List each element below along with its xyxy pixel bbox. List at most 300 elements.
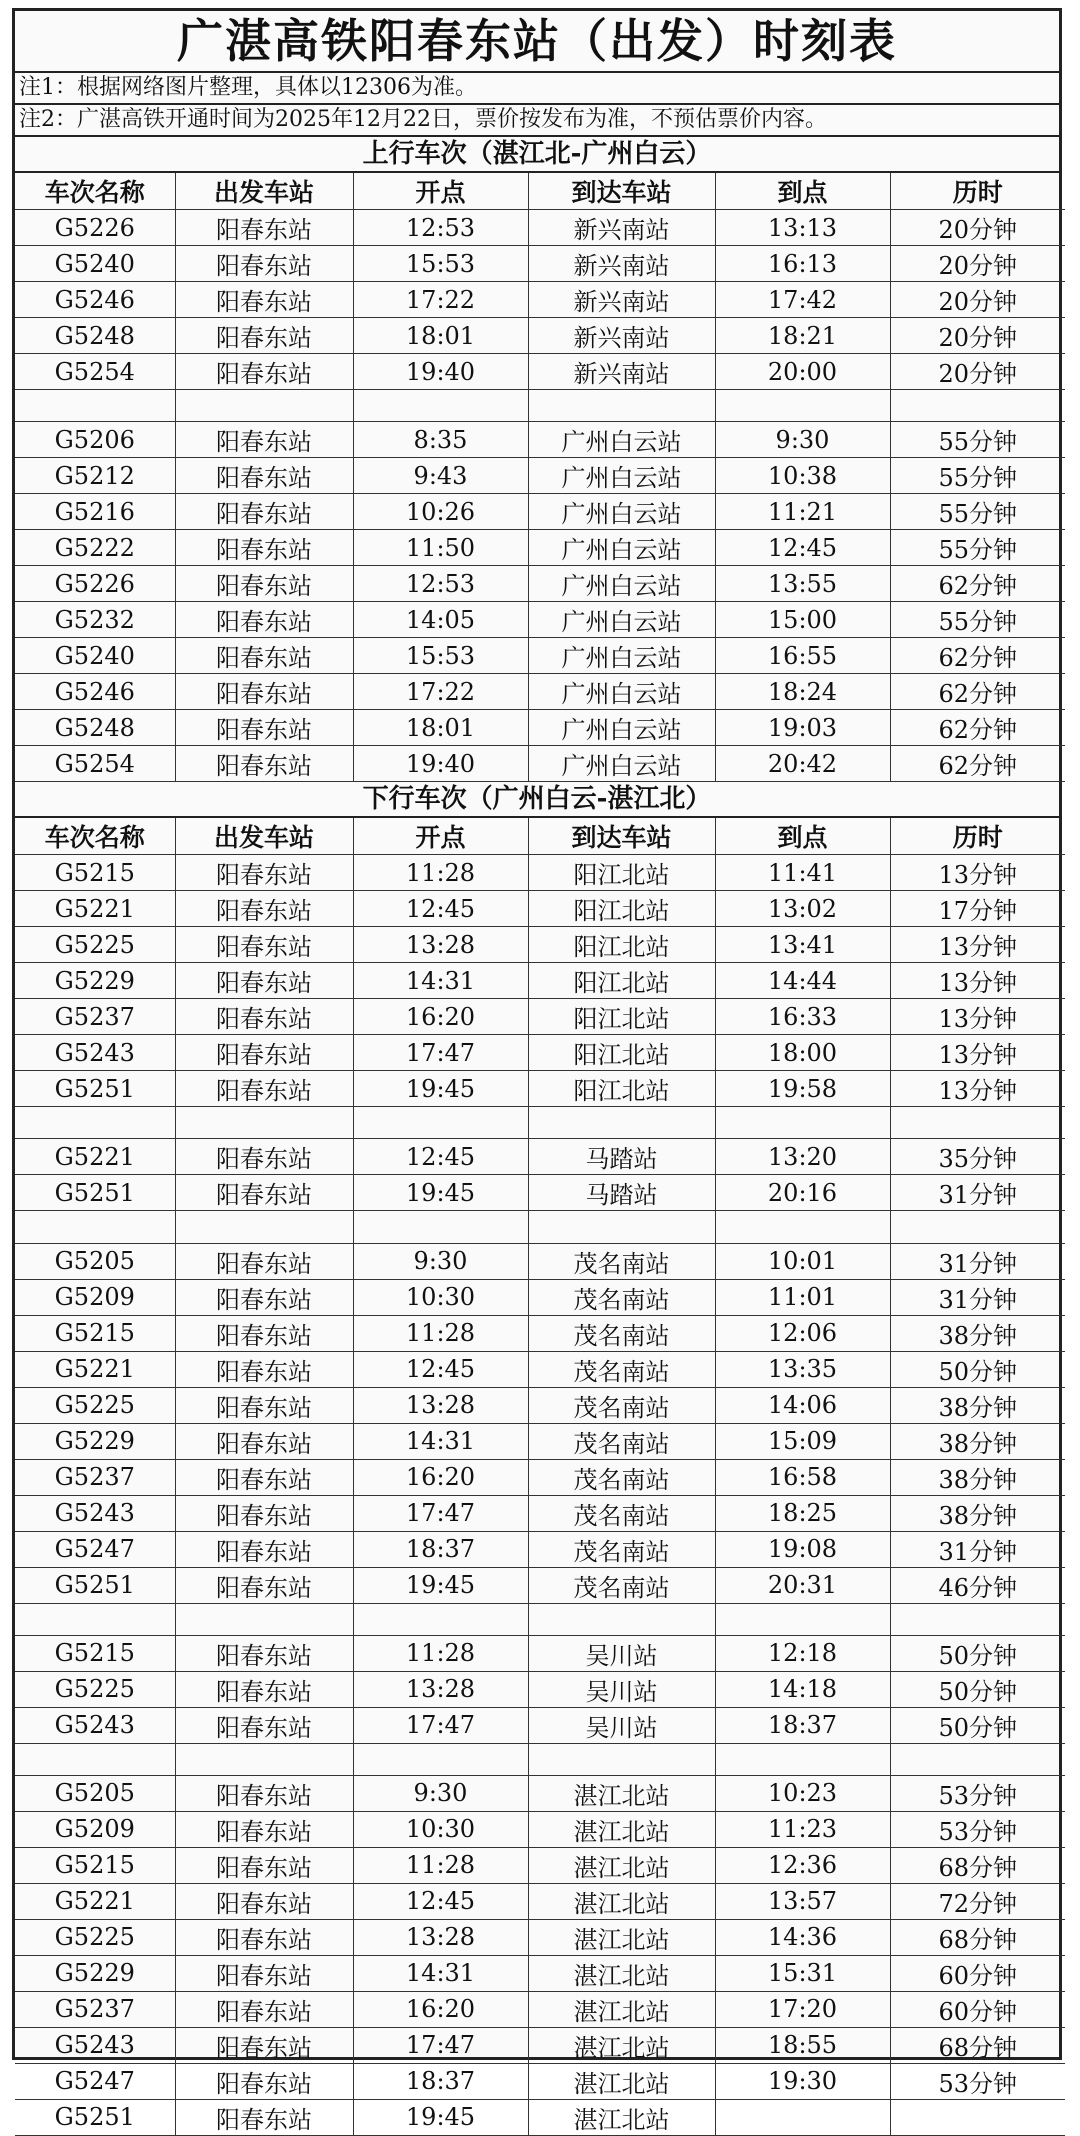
departure-time: 18:37 <box>353 1531 528 1567</box>
timetable-table <box>15 173 1065 782</box>
arrival-station: 阳江北站 <box>528 891 715 927</box>
departure-time: 15:53 <box>353 638 528 674</box>
departure-time: 17:47 <box>353 1035 528 1071</box>
column-header: 到达车站 <box>528 818 715 855</box>
table-row <box>15 1567 1065 1603</box>
departure-time: 9:43 <box>353 458 528 494</box>
section-title: 下行车次（广州白云-湛江北） <box>15 782 1059 818</box>
table-row <box>15 1919 1065 1955</box>
arrival-time: 9:30 <box>715 422 890 458</box>
departure-time: 14:31 <box>353 1955 528 1991</box>
table-row <box>15 1955 1065 1991</box>
duration: 60分钟 <box>890 1991 1065 2027</box>
train-number: G5237 <box>15 1459 175 1495</box>
arrival-time: 11:01 <box>715 1279 890 1315</box>
arrival-station: 茂名南站 <box>528 1459 715 1495</box>
departure-time: 18:01 <box>353 710 528 746</box>
duration: 31分钟 <box>890 1531 1065 1567</box>
departure-station: 阳春东站 <box>175 1459 353 1495</box>
train-number: G5248 <box>15 318 175 354</box>
arrival-station: 新兴南站 <box>528 354 715 390</box>
departure-station: 阳春东站 <box>175 1955 353 1991</box>
train-number: G5251 <box>15 2099 175 2135</box>
duration: 20分钟 <box>890 246 1065 282</box>
duration: 62分钟 <box>890 566 1065 602</box>
spacer-cell <box>715 390 890 422</box>
departure-time: 19:45 <box>353 2099 528 2135</box>
duration: 68分钟 <box>890 2027 1065 2063</box>
departure-time: 9:30 <box>353 1775 528 1811</box>
arrival-station: 马踏站 <box>528 1175 715 1211</box>
column-header: 到达车站 <box>528 173 715 210</box>
arrival-station: 茂名南站 <box>528 1567 715 1603</box>
table-row <box>15 246 1065 282</box>
departure-station: 阳春东站 <box>175 318 353 354</box>
duration: 72分钟 <box>890 1883 1065 1919</box>
departure-station: 阳春东站 <box>175 1035 353 1071</box>
departure-station: 阳春东站 <box>175 1883 353 1919</box>
departure-station: 阳春东站 <box>175 1495 353 1531</box>
departure-station: 阳春东站 <box>175 1351 353 1387</box>
departure-time: 11:28 <box>353 855 528 891</box>
table-row <box>15 1243 1065 1279</box>
table-row <box>15 1175 1065 1211</box>
group-spacer-row <box>15 1107 1065 1139</box>
arrival-time: 18:37 <box>715 1707 890 1743</box>
train-number: G5222 <box>15 530 175 566</box>
departure-station: 阳春东站 <box>175 1279 353 1315</box>
departure-time: 18:01 <box>353 318 528 354</box>
arrival-time: 14:18 <box>715 1671 890 1707</box>
departure-station: 阳春东站 <box>175 674 353 710</box>
departure-time: 17:47 <box>353 1495 528 1531</box>
arrival-time: 15:09 <box>715 1423 890 1459</box>
departure-station: 阳春东站 <box>175 1919 353 1955</box>
spacer-cell <box>15 1603 175 1635</box>
train-number: G5221 <box>15 1139 175 1175</box>
duration: 62分钟 <box>890 710 1065 746</box>
train-number: G5243 <box>15 2027 175 2063</box>
departure-station: 阳春东站 <box>175 602 353 638</box>
departure-station: 阳春东站 <box>175 1671 353 1707</box>
duration: 20分钟 <box>890 318 1065 354</box>
train-number: G5243 <box>15 1035 175 1071</box>
duration: 55分钟 <box>890 602 1065 638</box>
departure-station: 阳春东站 <box>175 1811 353 1847</box>
arrival-time: 20:16 <box>715 1175 890 1211</box>
train-number: G5247 <box>15 2063 175 2099</box>
duration: 35分钟 <box>890 1139 1065 1175</box>
duration: 38分钟 <box>890 1495 1065 1531</box>
duration: 38分钟 <box>890 1423 1065 1459</box>
timetable-table <box>15 818 1065 2136</box>
duration: 53分钟 <box>890 2063 1065 2099</box>
departure-time: 17:47 <box>353 1707 528 1743</box>
departure-station: 阳春东站 <box>175 246 353 282</box>
arrival-time: 17:42 <box>715 282 890 318</box>
train-number: G5205 <box>15 1243 175 1279</box>
group-spacer-row <box>15 1603 1065 1635</box>
arrival-station: 湛江北站 <box>528 1775 715 1811</box>
duration: 13分钟 <box>890 855 1065 891</box>
duration: 20分钟 <box>890 210 1065 246</box>
duration: 62分钟 <box>890 746 1065 782</box>
departure-station: 阳春东站 <box>175 1315 353 1351</box>
departure-station: 阳春东站 <box>175 1847 353 1883</box>
arrival-station: 广州白云站 <box>528 458 715 494</box>
departure-time: 9:30 <box>353 1243 528 1279</box>
departure-station: 阳春东站 <box>175 1991 353 2027</box>
departure-time: 17:22 <box>353 282 528 318</box>
arrival-time: 13:13 <box>715 210 890 246</box>
arrival-station: 茂名南站 <box>528 1315 715 1351</box>
departure-time: 11:28 <box>353 1315 528 1351</box>
departure-time: 13:28 <box>353 927 528 963</box>
table-row <box>15 530 1065 566</box>
departure-station: 阳春东站 <box>175 1775 353 1811</box>
table-row <box>15 1531 1065 1567</box>
train-number: G5237 <box>15 999 175 1035</box>
arrival-station: 湛江北站 <box>528 1919 715 1955</box>
train-number: G5237 <box>15 1991 175 2027</box>
arrival-time: 17:20 <box>715 1991 890 2027</box>
column-header: 车次名称 <box>15 818 175 855</box>
departure-time: 10:26 <box>353 494 528 530</box>
table-row <box>15 1811 1065 1847</box>
table-row <box>15 1351 1065 1387</box>
arrival-time: 11:21 <box>715 494 890 530</box>
arrival-time: 14:44 <box>715 963 890 999</box>
table-row <box>15 1315 1065 1351</box>
arrival-station: 广州白云站 <box>528 530 715 566</box>
departure-station: 阳春东站 <box>175 282 353 318</box>
arrival-time: 16:58 <box>715 1459 890 1495</box>
departure-time: 12:53 <box>353 566 528 602</box>
section-title: 上行车次（湛江北-广州白云） <box>15 137 1059 173</box>
arrival-station: 茂名南站 <box>528 1279 715 1315</box>
duration: 53分钟 <box>890 1811 1065 1847</box>
duration: 20分钟 <box>890 282 1065 318</box>
arrival-station: 广州白云站 <box>528 638 715 674</box>
train-number: G5225 <box>15 927 175 963</box>
departure-time: 10:30 <box>353 1811 528 1847</box>
column-header: 车次名称 <box>15 173 175 210</box>
train-number: G5254 <box>15 354 175 390</box>
departure-time: 12:45 <box>353 1351 528 1387</box>
departure-station: 阳春东站 <box>175 530 353 566</box>
departure-station: 阳春东站 <box>175 927 353 963</box>
table-row <box>15 1387 1065 1423</box>
duration: 38分钟 <box>890 1315 1065 1351</box>
duration: 55分钟 <box>890 458 1065 494</box>
duration: 62分钟 <box>890 638 1065 674</box>
column-header: 历时 <box>890 173 1065 210</box>
duration: 62分钟 <box>890 674 1065 710</box>
train-number: G5243 <box>15 1495 175 1531</box>
arrival-station: 阳江北站 <box>528 999 715 1035</box>
train-number: G5225 <box>15 1919 175 1955</box>
departure-station: 阳春东站 <box>175 746 353 782</box>
departure-time: 17:22 <box>353 674 528 710</box>
train-number: G5226 <box>15 566 175 602</box>
departure-station: 阳春东站 <box>175 1423 353 1459</box>
departure-time: 12:45 <box>353 1139 528 1175</box>
table-row <box>15 318 1065 354</box>
departure-time: 14:05 <box>353 602 528 638</box>
departure-station: 阳春东站 <box>175 2063 353 2099</box>
departure-time: 11:50 <box>353 530 528 566</box>
arrival-time: 18:55 <box>715 2027 890 2063</box>
departure-time: 14:31 <box>353 963 528 999</box>
departure-station: 阳春东站 <box>175 1635 353 1671</box>
train-number: G5215 <box>15 855 175 891</box>
spacer-cell <box>353 390 528 422</box>
arrival-time: 12:06 <box>715 1315 890 1351</box>
departure-time: 13:28 <box>353 1671 528 1707</box>
train-number: G5225 <box>15 1387 175 1423</box>
spacer-cell <box>890 1107 1065 1139</box>
spacer-cell <box>353 1211 528 1243</box>
duration: 50分钟 <box>890 1635 1065 1671</box>
departure-time: 10:30 <box>353 1279 528 1315</box>
table-row <box>15 746 1065 782</box>
table-row <box>15 1279 1065 1315</box>
duration: 50分钟 <box>890 1351 1065 1387</box>
train-number: G5243 <box>15 1707 175 1743</box>
spacer-cell <box>528 390 715 422</box>
arrival-station: 茂名南站 <box>528 1423 715 1459</box>
duration: 20分钟 <box>890 354 1065 390</box>
column-header: 出发车站 <box>175 818 353 855</box>
departure-time: 19:45 <box>353 1071 528 1107</box>
duration: 31分钟 <box>890 1279 1065 1315</box>
arrival-station: 阳江北站 <box>528 1035 715 1071</box>
table-row <box>15 458 1065 494</box>
departure-station: 阳春东站 <box>175 999 353 1035</box>
arrival-station: 新兴南站 <box>528 210 715 246</box>
departure-station: 阳春东站 <box>175 1139 353 1175</box>
duration: 68分钟 <box>890 1919 1065 1955</box>
spacer-cell <box>890 1603 1065 1635</box>
train-number: G5209 <box>15 1811 175 1847</box>
arrival-station: 阳江北站 <box>528 963 715 999</box>
arrival-time: 20:31 <box>715 1567 890 1603</box>
arrival-time: 14:36 <box>715 1919 890 1955</box>
train-number: G5221 <box>15 891 175 927</box>
duration: 13分钟 <box>890 1071 1065 1107</box>
arrival-time: 10:38 <box>715 458 890 494</box>
group-spacer-row <box>15 1743 1065 1775</box>
departure-station: 阳春东站 <box>175 638 353 674</box>
arrival-time: 10:01 <box>715 1243 890 1279</box>
table-row <box>15 1883 1065 1919</box>
duration: 53分钟 <box>890 1775 1065 1811</box>
departure-time: 18:37 <box>353 2063 528 2099</box>
arrival-time: 10:23 <box>715 1775 890 1811</box>
duration: 55分钟 <box>890 422 1065 458</box>
arrival-station: 茂名南站 <box>528 1495 715 1531</box>
train-number: G5205 <box>15 1775 175 1811</box>
departure-time: 19:40 <box>353 354 528 390</box>
arrival-station: 茂名南站 <box>528 1243 715 1279</box>
arrival-station: 广州白云站 <box>528 422 715 458</box>
spacer-cell <box>175 1603 353 1635</box>
arrival-station: 马踏站 <box>528 1139 715 1175</box>
arrival-time <box>715 2099 890 2135</box>
departure-time: 16:20 <box>353 1991 528 2027</box>
train-number: G5251 <box>15 1175 175 1211</box>
table-row <box>15 1139 1065 1175</box>
spacer-cell <box>175 1743 353 1775</box>
duration: 50分钟 <box>890 1671 1065 1707</box>
train-number: G5206 <box>15 422 175 458</box>
arrival-station: 湛江北站 <box>528 1883 715 1919</box>
arrival-station: 湛江北站 <box>528 1847 715 1883</box>
group-spacer-row <box>15 1211 1065 1243</box>
train-number: G5216 <box>15 494 175 530</box>
arrival-station: 阳江北站 <box>528 927 715 963</box>
arrival-time: 20:42 <box>715 746 890 782</box>
arrival-time: 19:58 <box>715 1071 890 1107</box>
timetable-sheet <box>12 8 1062 2134</box>
spacer-cell <box>15 1211 175 1243</box>
spacer-cell <box>890 1211 1065 1243</box>
duration: 60分钟 <box>890 1955 1065 1991</box>
departure-time: 12:45 <box>353 1883 528 1919</box>
arrival-station: 湛江北站 <box>528 1991 715 2027</box>
arrival-station: 广州白云站 <box>528 674 715 710</box>
arrival-time: 13:02 <box>715 891 890 927</box>
departure-station: 阳春东站 <box>175 1071 353 1107</box>
spacer-cell <box>15 1743 175 1775</box>
arrival-time: 12:36 <box>715 1847 890 1883</box>
arrival-station: 广州白云站 <box>528 566 715 602</box>
departure-time: 12:53 <box>353 210 528 246</box>
train-number: G5221 <box>15 1351 175 1387</box>
arrival-time: 18:24 <box>715 674 890 710</box>
train-number: G5229 <box>15 963 175 999</box>
arrival-time: 15:31 <box>715 1955 890 1991</box>
arrival-time: 11:41 <box>715 855 890 891</box>
train-number: G5221 <box>15 1883 175 1919</box>
arrival-time: 13:55 <box>715 566 890 602</box>
departure-station: 阳春东站 <box>175 566 353 602</box>
duration: 55分钟 <box>890 494 1065 530</box>
train-number: G5251 <box>15 1567 175 1603</box>
duration: 31分钟 <box>890 1243 1065 1279</box>
train-number: G5226 <box>15 210 175 246</box>
table-row <box>15 1423 1065 1459</box>
arrival-station: 湛江北站 <box>528 1811 715 1847</box>
departure-time: 14:31 <box>353 1423 528 1459</box>
table-row <box>15 963 1065 999</box>
arrival-time: 13:57 <box>715 1883 890 1919</box>
departure-station: 阳春东站 <box>175 1531 353 1567</box>
column-header: 开点 <box>353 173 528 210</box>
column-header: 开点 <box>353 818 528 855</box>
departure-station: 阳春东站 <box>175 1175 353 1211</box>
spacer-cell <box>715 1211 890 1243</box>
train-number: G5248 <box>15 710 175 746</box>
arrival-station: 吴川站 <box>528 1635 715 1671</box>
departure-station: 阳春东站 <box>175 2027 353 2063</box>
table-row <box>15 999 1065 1035</box>
duration: 17分钟 <box>890 891 1065 927</box>
arrival-time: 20:00 <box>715 354 890 390</box>
arrival-station: 茂名南站 <box>528 1387 715 1423</box>
arrival-station: 茂名南站 <box>528 1531 715 1567</box>
departure-station: 阳春东站 <box>175 963 353 999</box>
arrival-time: 19:08 <box>715 1531 890 1567</box>
departure-station: 阳春东站 <box>175 210 353 246</box>
spacer-cell <box>890 1743 1065 1775</box>
departure-station: 阳春东站 <box>175 855 353 891</box>
departure-time: 16:20 <box>353 1459 528 1495</box>
train-number: G5225 <box>15 1671 175 1707</box>
table-row <box>15 1991 1065 2027</box>
train-number: G5229 <box>15 1423 175 1459</box>
departure-time: 8:35 <box>353 422 528 458</box>
arrival-time: 15:00 <box>715 602 890 638</box>
arrival-station: 新兴南站 <box>528 318 715 354</box>
column-header: 出发车站 <box>175 173 353 210</box>
arrival-time: 11:23 <box>715 1811 890 1847</box>
train-number: G5254 <box>15 746 175 782</box>
departure-station: 阳春东站 <box>175 710 353 746</box>
group-spacer-row <box>15 390 1065 422</box>
departure-station: 阳春东站 <box>175 1567 353 1603</box>
arrival-station: 湛江北站 <box>528 2063 715 2099</box>
spacer-cell <box>715 1603 890 1635</box>
arrival-station: 广州白云站 <box>528 746 715 782</box>
spacer-cell <box>353 1743 528 1775</box>
arrival-station: 茂名南站 <box>528 1351 715 1387</box>
header-row <box>15 818 1065 855</box>
arrival-station: 吴川站 <box>528 1707 715 1743</box>
departure-time: 19:45 <box>353 1175 528 1211</box>
spacer-cell <box>175 1211 353 1243</box>
page-title: 广湛高铁阳春东站（出发）时刻表 <box>15 11 1059 73</box>
train-number: G5246 <box>15 282 175 318</box>
table-row <box>15 1035 1065 1071</box>
arrival-time: 16:13 <box>715 246 890 282</box>
table-row <box>15 602 1065 638</box>
arrival-time: 13:20 <box>715 1139 890 1175</box>
column-header: 到点 <box>715 173 890 210</box>
duration: 38分钟 <box>890 1459 1065 1495</box>
departure-station: 阳春东站 <box>175 1707 353 1743</box>
arrival-time: 13:41 <box>715 927 890 963</box>
table-row <box>15 927 1065 963</box>
table-row <box>15 710 1065 746</box>
arrival-time: 19:03 <box>715 710 890 746</box>
departure-time: 17:47 <box>353 2027 528 2063</box>
departure-time: 12:45 <box>353 891 528 927</box>
arrival-time: 13:35 <box>715 1351 890 1387</box>
duration: 13分钟 <box>890 963 1065 999</box>
table-row <box>15 891 1065 927</box>
train-number: G5212 <box>15 458 175 494</box>
arrival-time: 16:55 <box>715 638 890 674</box>
table-row <box>15 1775 1065 1811</box>
departure-station: 阳春东站 <box>175 2099 353 2135</box>
train-number: G5240 <box>15 246 175 282</box>
departure-station: 阳春东站 <box>175 1387 353 1423</box>
train-number: G5229 <box>15 1955 175 1991</box>
duration: 50分钟 <box>890 1707 1065 1743</box>
spacer-cell <box>715 1743 890 1775</box>
duration: 46分钟 <box>890 1567 1065 1603</box>
